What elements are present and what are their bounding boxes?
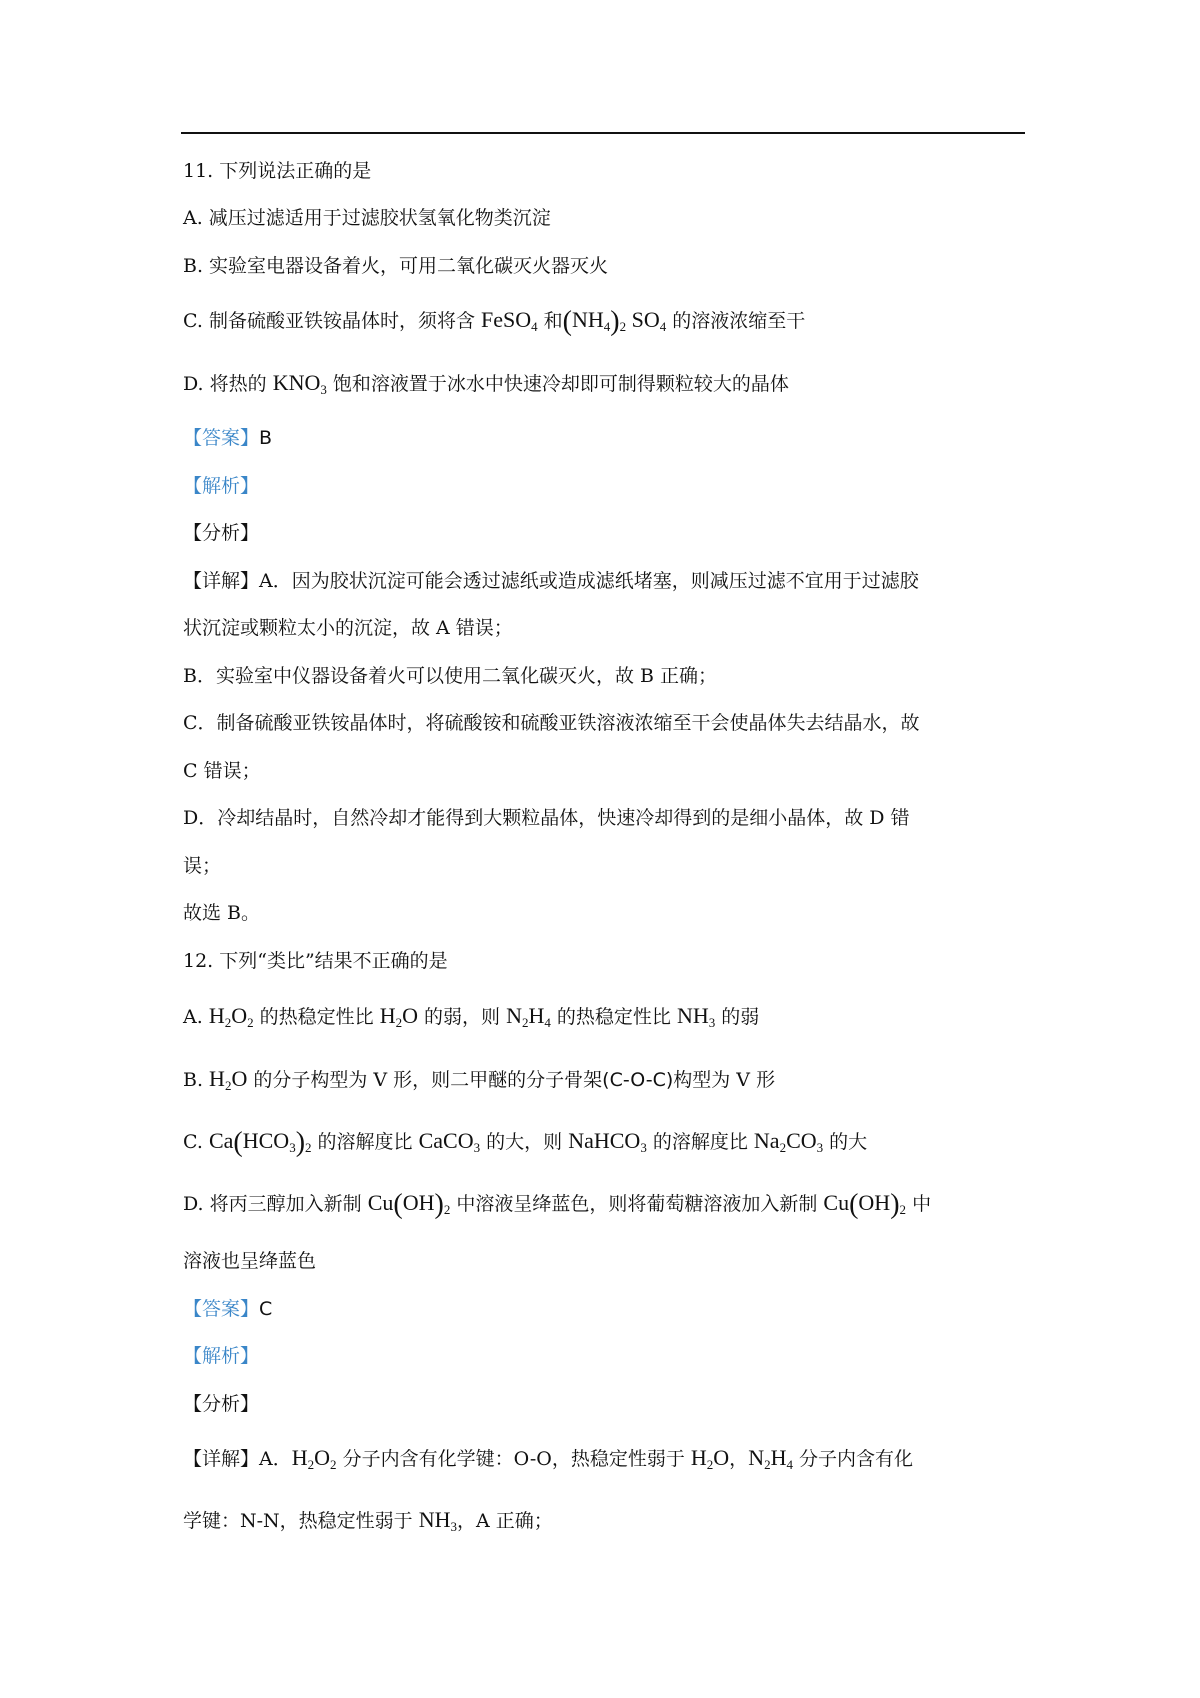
q12-option-b: B. $H_2O$ 的分子构型为 V 形，则二甲醚的分子骨架(C-O-C)构型为 V 形 [183, 1066, 776, 1093]
q11-option-a: A. 减压过滤适用于过滤胶状氢氧化物类沉淀 [183, 207, 551, 229]
formula-h2o: $H_2O$ [209, 1066, 248, 1093]
q11-option-b: B. 实验室电器设备着火，可用二氧化碳灭火器灭火 [183, 255, 609, 277]
formula-nh4-2so4: $(NH_4)_2$ $SO_4$ [562, 306, 667, 337]
q11-detail-7: 误； [183, 855, 222, 877]
formula-cu-oh-2: $Cu(OH)_2$ [823, 1189, 907, 1220]
formula-h2o: $H_2O$ [690, 1445, 730, 1472]
q11-answer: 【答案】B [183, 427, 273, 449]
formula-ca-hco3-2: $Ca(HCO_3)_2$ [208, 1127, 312, 1158]
formula-n2h4: $N_2H_4$ [506, 1003, 551, 1030]
formula-nh3: $NH_3$ [418, 1507, 457, 1534]
formula-n2h4: $N_2H_4$ [748, 1445, 793, 1472]
q12-detail-1: 【详解】A．$H_2O_2$ 分子内含有化学键：O-O，热稳定性弱于 $H_2O$，$N_2H_4$ 分子内含有化 [183, 1445, 914, 1472]
q12-option-d: D. 将丙三醇加入新制 $Cu(OH)_2$ 中溶液呈绛蓝色，则将葡萄糖溶液加入新制 $Cu(OH)_2$ 中 [183, 1189, 932, 1220]
formula-nahco3: NaHCO$_3$ [568, 1128, 647, 1155]
q12-detail-2: 学键：N-N，热稳定性弱于 $NH_3$，A 正确； [183, 1507, 553, 1534]
q12-fenxi-label: 【分析】 [183, 1393, 260, 1415]
q11-detail-1: 【详解】A．因为胶状沉淀可能会透过滤纸或造成滤纸堵塞，则减压过滤不宜用于过滤胶 [183, 570, 919, 592]
q12-option-a: A. $H_2O_2$ 的热稳定性比 $H_2O$ 的弱，则 $N_2H_4$ 的热稳定性比 $NH_3$ 的弱 [183, 1003, 760, 1030]
q11-detail-3: B．实验室中仪器设备着火可以使用二氧化碳灭火，故 B 正确； [183, 665, 718, 687]
formula-cu-oh-2: $Cu(OH)_2$ [367, 1189, 451, 1220]
q11-conclusion: 故选 B。 [183, 902, 261, 924]
q12-stem: 12. 下列“类比”结果不正确的是 [183, 950, 448, 972]
header-rule [181, 132, 1025, 134]
q11-analysis-label: 【解析】 [183, 475, 260, 497]
q11-detail-5: C 错误； [183, 760, 261, 782]
q11-detail-4: C．制备硫酸亚铁铵晶体时，将硫酸铵和硫酸亚铁溶液浓缩至干会使晶体失去结晶水，故 [183, 712, 920, 734]
formula-nh3: $NH_3$ [676, 1003, 716, 1030]
coc-skeleton: (C-O-C) [602, 1069, 674, 1091]
q12-option-c: C. $Ca(HCO_3)_2$ 的溶解度比 CaCO$_3$ 的大，则 NaHCO$_3$ 的溶解度比 $Na_2CO_3$ 的大 [183, 1127, 868, 1158]
q11-detail-6: D．冷却结晶时，自然冷却才能得到大颗粒晶体，快速冷却得到的是细小晶体，故 D 错 [183, 807, 910, 829]
formula-caco3: CaCO$_3$ [418, 1128, 481, 1155]
formula-kno3: $KNO_3$ [272, 370, 327, 397]
formula-h2o: $H_2O$ [379, 1003, 418, 1030]
q12-option-d-cont: 溶液也呈绛蓝色 [183, 1250, 317, 1272]
formula-feso4: FeSO$_4$ [480, 307, 538, 334]
q11-option-d: D. 将热的 $KNO_3$ 饱和溶液置于冰水中快速冷却即可制得颗粒较大的晶体 [183, 370, 789, 397]
formula-na2co3: $Na_2CO_3$ [753, 1128, 824, 1155]
formula-h2o2: $H_2O_2$ [291, 1445, 337, 1472]
q11-detail-2: 状沉淀或颗粒太小的沉淀，故 A 错误； [183, 617, 513, 639]
q12-answer: 【答案】C [183, 1298, 273, 1320]
q11-fenxi-label: 【分析】 [183, 522, 260, 544]
formula-h2o2: $H_2O_2$ [208, 1003, 254, 1030]
q11-option-c: C. 制备硫酸亚铁铵晶体时，须将含 FeSO$_4$ 和$(NH_4)_2$ $SO_4$ 的溶液浓缩至干 [183, 306, 806, 337]
q12-analysis-label: 【解析】 [183, 1345, 260, 1367]
q11-stem: 11. 下列说法正确的是 [183, 160, 372, 182]
